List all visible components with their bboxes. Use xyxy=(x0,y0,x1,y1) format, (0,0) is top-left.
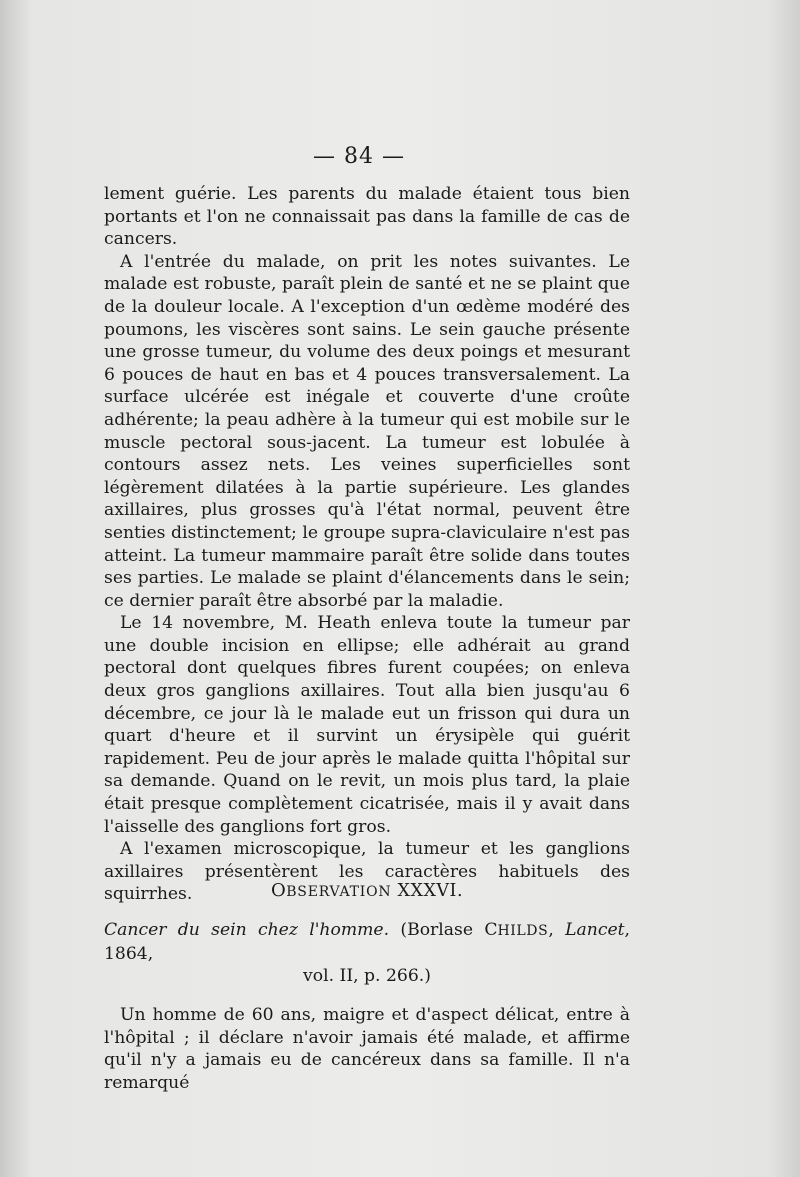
heading-initial: O xyxy=(270,880,287,901)
paragraph-continuation: lement guérie. Les parents du malade étaient tous bien portants et l'on ne connaissait pas dans la famille de cas de cancers. xyxy=(104,184,630,250)
observation-body xyxy=(104,1004,630,1094)
reference-volume-page: vol. II, p. 266.) xyxy=(303,966,431,987)
author-name xyxy=(484,920,548,940)
observation-number: XXXVI. xyxy=(397,881,464,901)
journal-name: Lancet xyxy=(565,920,625,940)
page-number: — 84 — xyxy=(313,144,405,169)
paragraph-operation: Le 14 novembre, M. Heath enleva toute la tumeur par une double incision en ellipse; elle adhérait au grand pectoral dont quelques fibres furent coupées; on enleva deux gros ganglions axillaires. Tout alla bien jusqu'au 6 décembre, ce jour là le malade eut un frisson qui dura un quart d'heure et il survint un érysipèle qui guérit rapidement. Peu de jour après le malade quitta l'hôpital sur sa demande. Quand on le revit, un mois plus tard, la plaie était presque complètement cicatrisée, mais il y avait dans l'aisselle des ganglions fort gros. xyxy=(104,613,630,837)
paragraph-microscopy: A l'examen microscopique, la tumeur et les ganglions axillaires présentèrent les caractères habituels des squirrhes. xyxy=(104,839,630,905)
observation-title-italic: Cancer du sein chez l'homme. xyxy=(104,920,390,940)
observation-paragraph: Un homme de 60 ans, maigre et d'aspect délicat, entre à l'hôpital ; il déclare n'avoir jamais été malade, et affirme qu'il n'y a jamais eu de cancéreux dans sa famille. Il n'a remarqué xyxy=(104,1005,630,1093)
author-smallcaps: HILDS xyxy=(497,923,549,939)
paragraph-admission-notes: A l'entrée du malade, on prit les notes suivantes. Le malade est robuste, paraît plein de santé et ne se plaint que de la douleur locale. A l'exception d'un œdème modéré des poumons, les viscères sont sains. Le sein gauche présente une grosse tumeur, du volume des deux poings et mesurant 6 pouces de haut en bas et 4 pouces transversalement. La surface ulcérée est inégale et couverte d'une croûte adhérente; la peau adhère à la tumeur qui est mobile sur le muscle pectoral sous-jacent. La tumeur est lobulée à contours assez nets. Les veines superficielles sont légèrement dilatées à la partie supérieure. Les glandes axillaires, plus grosses qu'à l'état normal, peuvent être senties distinctement; le groupe supra-claviculaire n'est pas atteint. La tumeur mammaire paraît être solide dans toutes ses parties. Le malade se plaint d'élancements dans le sein; ce dernier paraît être absorbé par la maladie. xyxy=(104,251,630,611)
observation-heading xyxy=(104,880,630,901)
observation-title: Cancer du sein chez l'homme. (Borlase CHILDS, Lancet, 1864, vol. II, p. 266.) xyxy=(104,920,630,987)
author-initial: C xyxy=(484,920,498,940)
reference-open: (Borlase xyxy=(400,920,474,940)
body-text xyxy=(104,183,630,906)
reference-year: 1864, xyxy=(104,943,154,964)
heading-smallcaps: BSERVATION xyxy=(286,884,392,900)
